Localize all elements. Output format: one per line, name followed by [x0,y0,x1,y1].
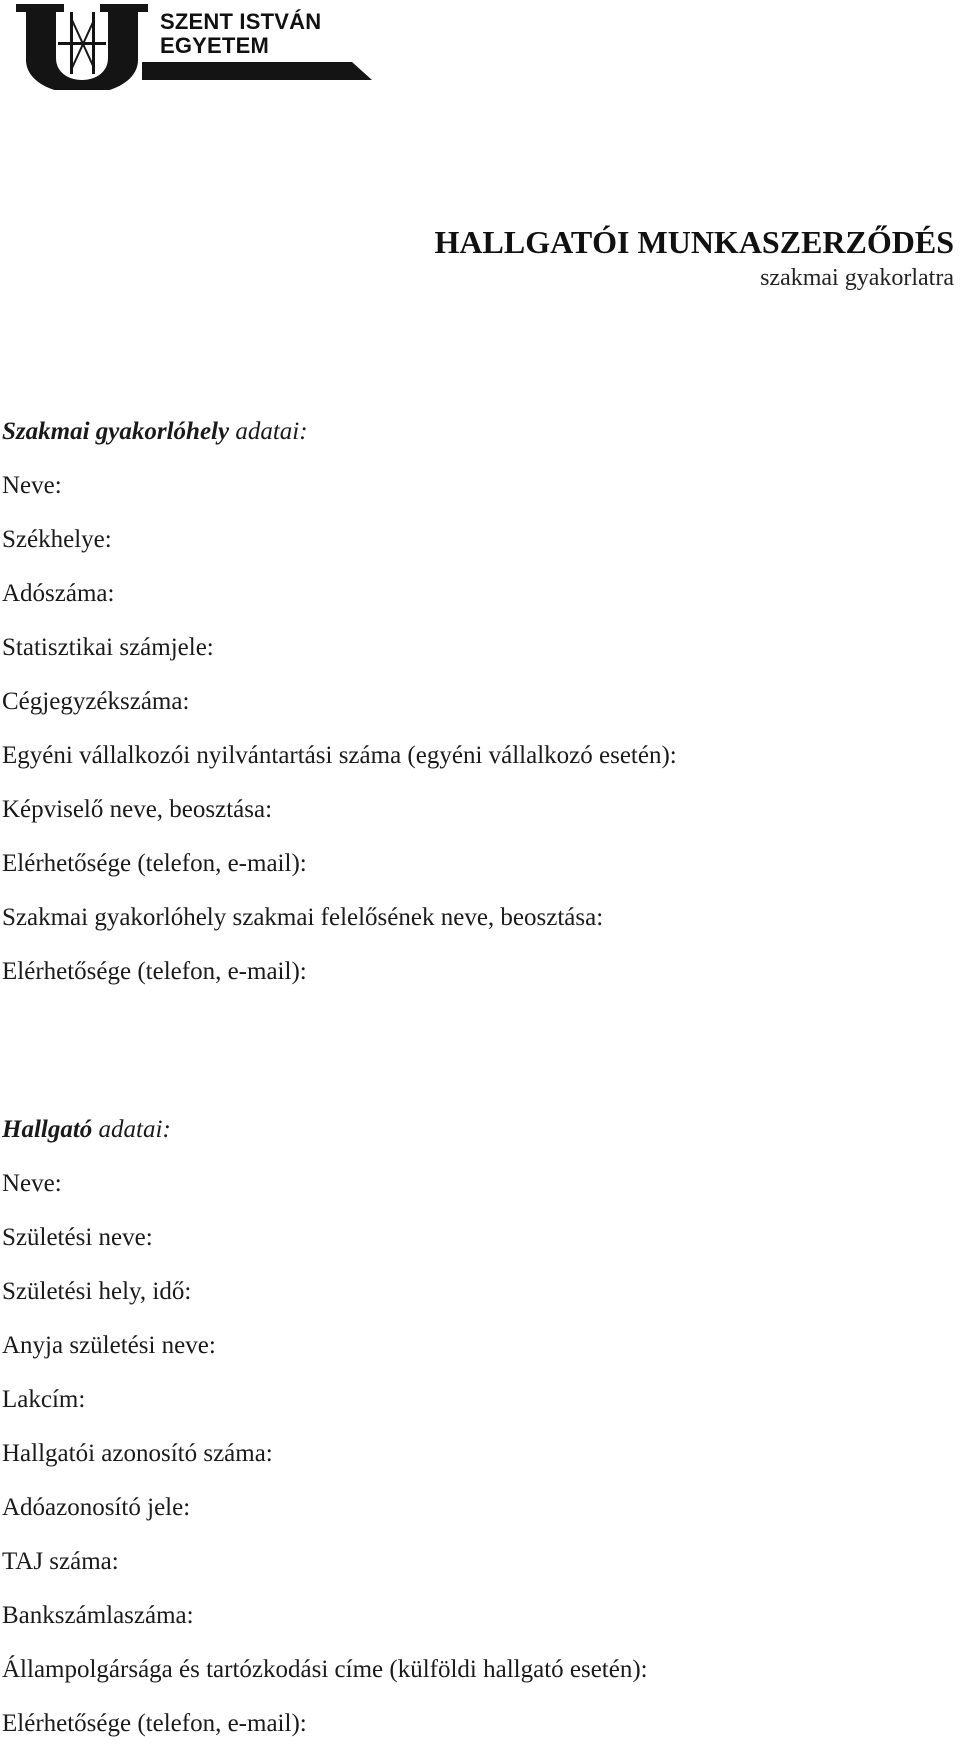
workplace-fields [2,471,677,1011]
logo-line-2: EGYETEM [160,33,269,58]
student-contact-field: Elérhetősége (telefon, e-mail): [2,1710,307,1737]
workplace-company-reg-field: Cégjegyzékszáma: [2,688,190,715]
workplace-contact-field: Elérhetősége (telefon, e-mail): [2,850,307,877]
student-tax-id-field: Adóazonosító jele: [2,1494,191,1521]
student-heading [2,1115,648,1145]
student-bank-account-field: Bankszámlaszáma: [2,1602,194,1629]
workplace-section [2,417,677,1011]
student-heading-rest: adatai: [92,1116,171,1143]
workplace-stat-code-field: Statisztikai számjele: [2,634,214,661]
student-birth-name-field: Születési neve: [2,1224,153,1251]
workplace-supervisor-field: Szakmai gyakorlóhely szakmai felelősének neve, beosztása: [2,904,604,931]
document-subtitle: szakmai gyakorlatra [760,265,954,291]
workplace-heading-strong: Szakmai gyakorlóhely [2,418,230,445]
student-name-field: Neve: [2,1170,62,1197]
student-id-field: Hallgatói azonosító száma: [2,1440,273,1467]
logo-line-1: SZENT ISTVÁN [160,9,322,34]
student-mother-name-field: Anyja születési neve: [2,1332,216,1359]
document-title-block [435,222,955,292]
student-heading-strong: Hallgató [2,1116,93,1143]
workplace-seat-field: Székhelye: [2,526,112,553]
workplace-tax-number-field: Adószáma: [2,580,115,607]
workplace-supervisor-contact-field: Elérhetősége (telefon, e-mail): [2,958,307,985]
student-fields [2,1169,648,1763]
workplace-name-field: Neve: [2,472,62,499]
workplace-sole-trader-reg-field: Egyéni vállalkozói nyilvántartási száma (egyéni vállalkozó esetén): [2,742,677,769]
student-citizenship-field: Állampolgársága és tartózkodási címe (külföldi hallgató esetén): [2,1656,648,1683]
document-title: HALLGATÓI MUNKASZERZŐDÉS [434,224,954,260]
student-section [2,1115,648,1763]
student-address-field: Lakcím: [2,1386,86,1413]
student-taj-field: TAJ száma: [2,1548,119,1575]
workplace-representative-field: Képviselő neve, beosztása: [2,796,273,823]
university-logo [12,2,372,90]
student-birth-place-date-field: Születési hely, idő: [2,1278,192,1305]
workplace-heading-rest: adatai: [229,418,308,445]
workplace-heading [2,417,677,447]
logo-wordmark [160,10,321,58]
